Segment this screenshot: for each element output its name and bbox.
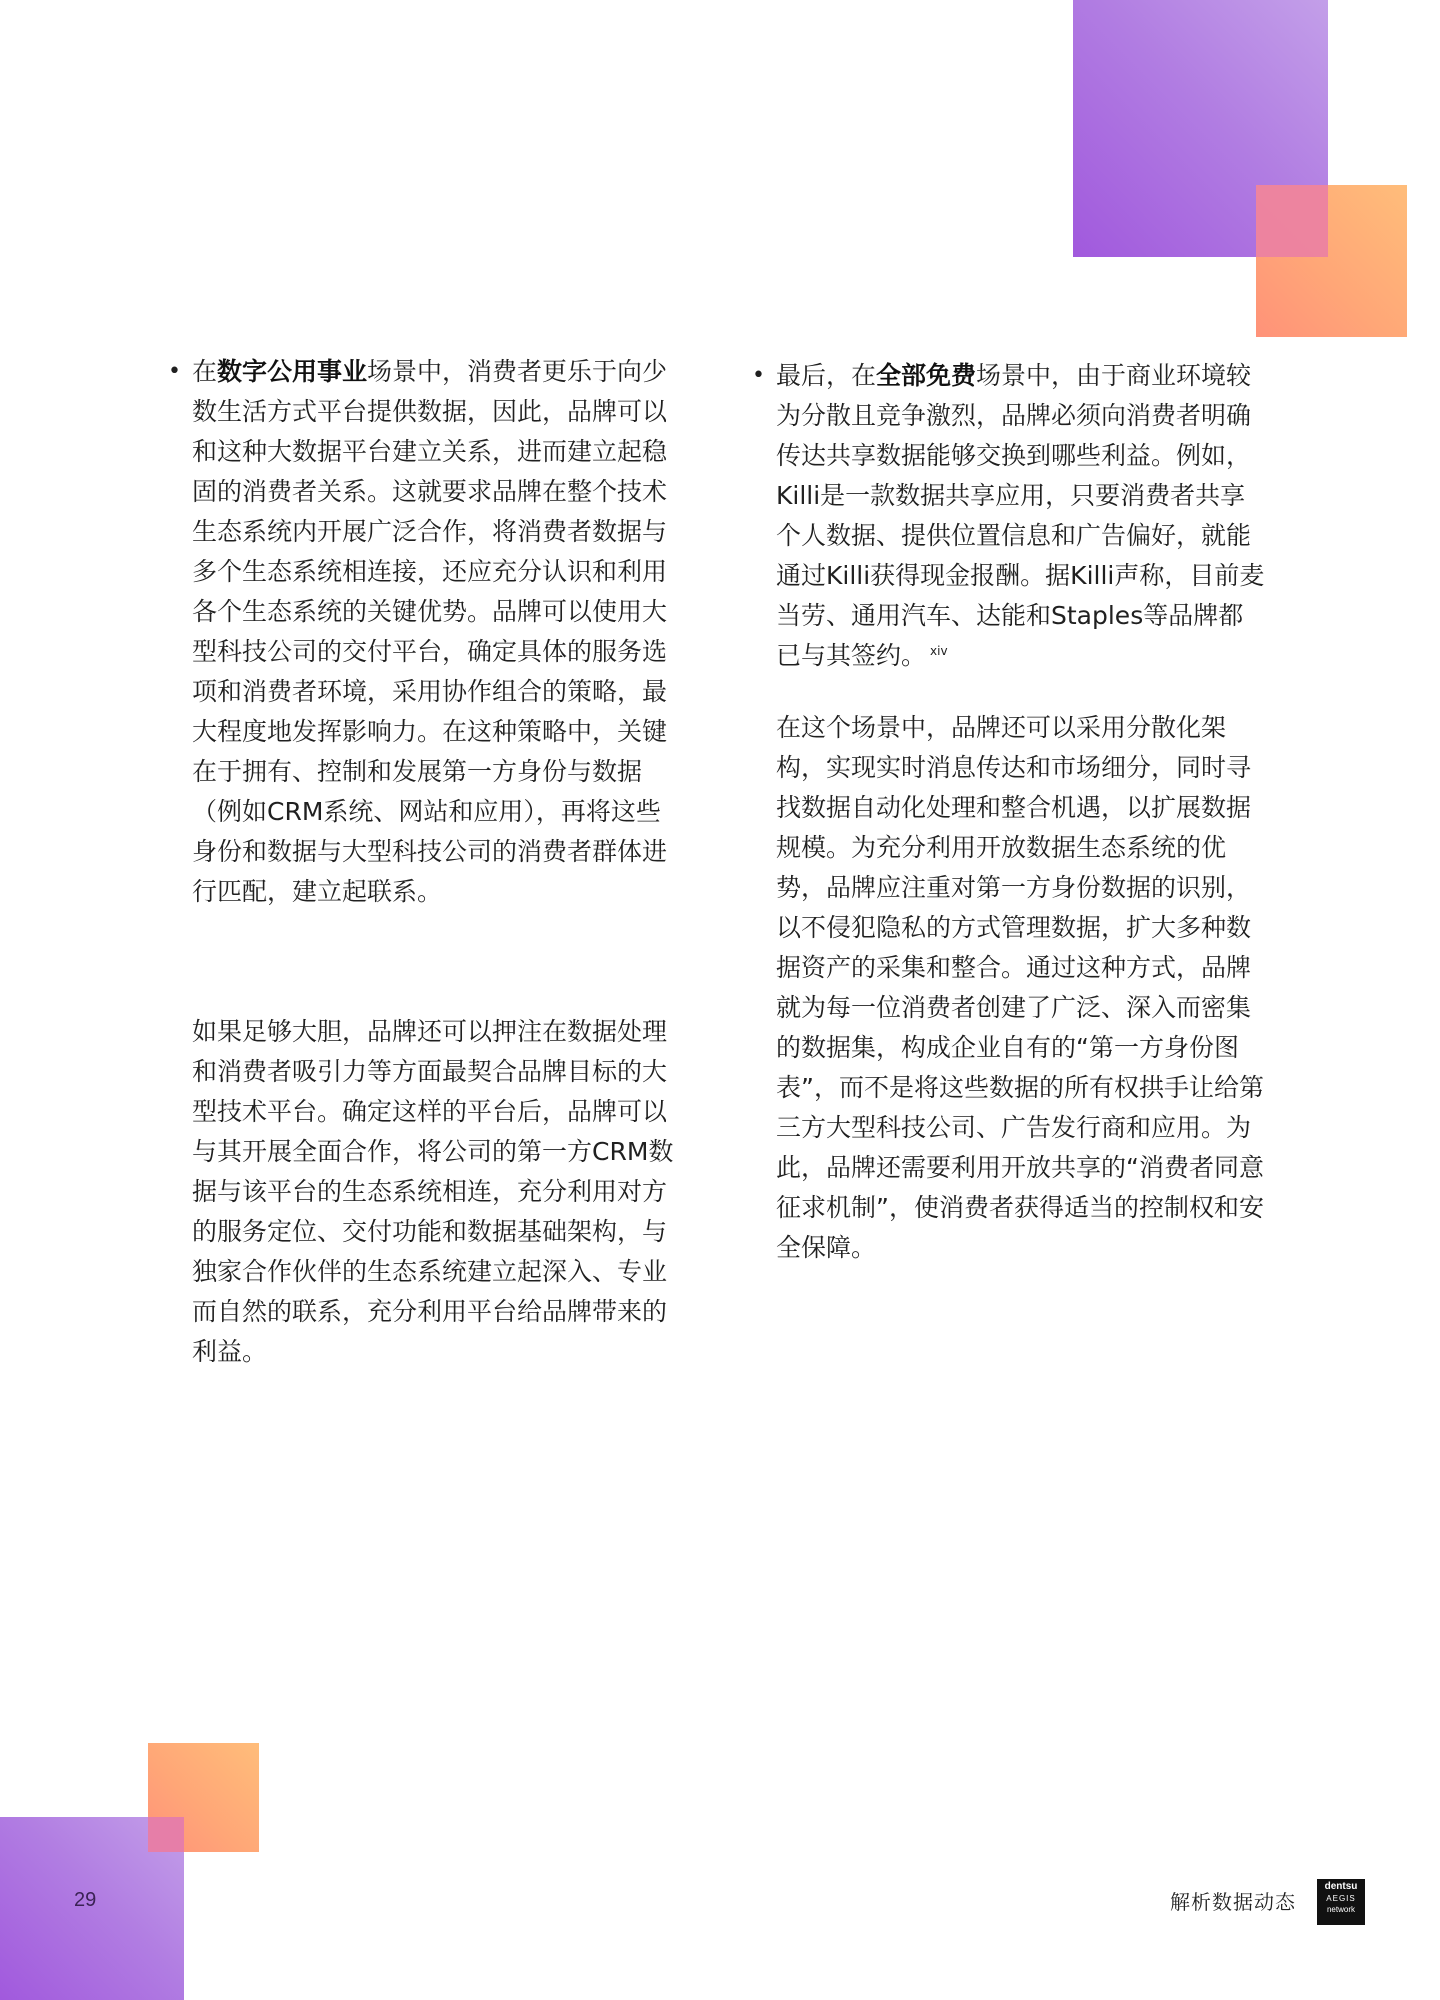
bold-term: 全部免费 bbox=[876, 361, 977, 390]
dentsu-aegis-logo bbox=[1317, 1879, 1365, 1925]
decorative-square-overlap-bottom bbox=[148, 1817, 184, 1852]
paragraph-text: 场景中，消费者更乐于向少数生活方式平台提供数据，因此，品牌可以和这种大数据平台建立关系，进而建立起稳固的消费者关系。这就要求品牌在整个技术生态系统内开展广泛合作，将消费者数据与多个生态系统相连接，还应充分认识和利用各个生态系统的关键优势。品牌可以使用大型科技公司的交付平台，确定具体的服务选项和消费者环境，采用协作组合的策略，最大程度地发挥影响力。在这种策略中，关键在于拥有、控制和发展第一方身份与数据（例如CRM系统、网站和应用），再将这些身份和数据与大型科技公司的消费者群体进行匹配，建立起联系。 bbox=[192, 357, 668, 906]
bold-term: 数字公用事业 bbox=[217, 357, 368, 386]
bullet-icon: • bbox=[752, 363, 765, 388]
left-column bbox=[168, 352, 682, 1372]
page-number: 29 bbox=[74, 1889, 97, 1911]
logo-text-network: network bbox=[1326, 1905, 1355, 1914]
bullet-paragraph-digital-utility bbox=[168, 352, 682, 912]
paragraph-decentralized: 在这个场景中，品牌还可以采用分散化架构，实现实时消息传达和市场细分，同时寻找数据自动化处理和整合机遇，以扩展数据规模。为充分利用开放数据生态系统的优势，品牌应注重对第一方身份数据的识别，以不侵犯隐私的方式管理数据，扩大多种数据资产的采集和整合。通过这种方式，品牌就为每一位消费者创建了广泛、深入而密集的数据集，构成企业自有的“第一方身份图表”，而不是将这些数据的所有权拱手让给第三方大型科技公司、广告发行商和应用。为此，品牌还需要利用开放共享的“消费者同意征求机制”，使消费者获得适当的控制权和安全保障。 bbox=[776, 713, 1264, 1262]
footer-title: 解析数据动态 bbox=[1170, 1890, 1296, 1914]
logo-text-aegis: AEGIS bbox=[1326, 1894, 1356, 1903]
paragraph-prefix: 最后，在 bbox=[776, 361, 877, 390]
decorative-square-overlap-top bbox=[1256, 185, 1328, 257]
footnote-marker: xiv bbox=[930, 643, 948, 658]
paragraph-prefix: 在 bbox=[192, 357, 218, 386]
bullet-icon: • bbox=[168, 359, 181, 384]
logo-text-dentsu: dentsu bbox=[1324, 1881, 1358, 1892]
right-column bbox=[752, 356, 1268, 1268]
paragraph-bold-bet: 如果足够大胆，品牌还可以押注在数据处理和消费者吸引力等方面最契合品牌目标的大型技术平台。确定这样的平台后，品牌可以与其开展全面合作，将公司的第一方CRM数据与该平台的生态系统相连，充分利用对方的服务定位、交付功能和数据基础架构，与独家合作伙伴的生态系统建立起深入、专业而自然的联系，充分利用平台给品牌带来的利益。 bbox=[192, 1017, 674, 1366]
bullet-paragraph-all-free bbox=[752, 356, 1268, 676]
paragraph-text: 场景中，由于商业环境较为分散且竞争激烈，品牌必须向消费者明确传达共享数据能够交换到哪些利益。例如，Killi是一款数据共享应用，只要消费者共享个人数据、提供位置信息和广告偏好，就能通过Killi获得现金报酬。据Killi声称，目前麦当劳、通用汽车、达能和Staples等品牌都已与其签约。 bbox=[776, 361, 1265, 670]
